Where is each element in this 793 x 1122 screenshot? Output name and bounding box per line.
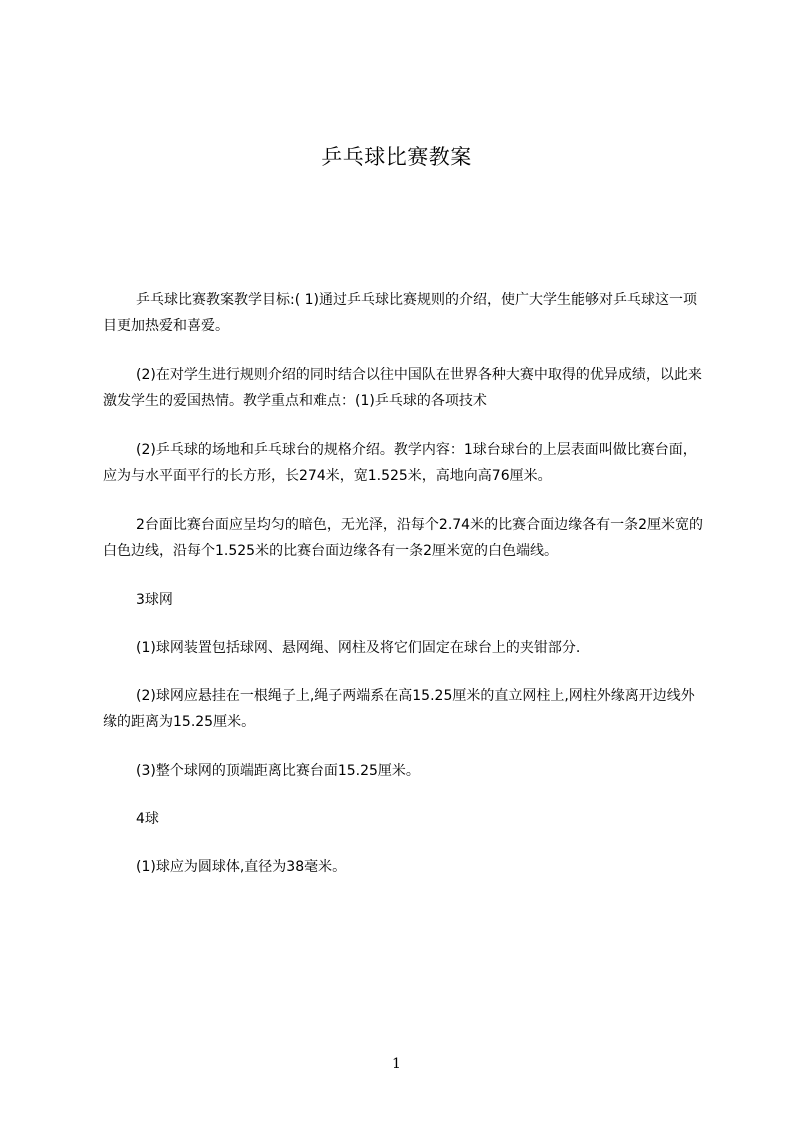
document-body [103,287,703,903]
paragraph-table-surface: 2台面比赛台面应呈均匀的暗色，无光泽，沿每个2.74米的比赛合面边缘各有一条2厘米宽的白色边线，沿每个1.525米的比赛台面边缘各有一条2厘米宽的白色端线。 [103,517,703,559]
paragraph-net-assembly: (1)球网装置包括球网、悬网绳、网柱及将它们固定在球台上的夹钳部分. [136,640,581,656]
paragraph-net-heading: 3球网 [136,592,173,608]
paragraph-ball-heading: 4球 [136,811,159,827]
paragraph-net-suspension: (2)球网应悬挂在一根绳子上,绳子两端系在高15.25厘米的直立网柱上,网柱外缘离开边线外缘的距离为15.25厘米。 [103,688,695,730]
paragraph-table-spec: (2)乒乓球的场地和乒乓球台的规格介绍。教学内容：1球台球台的上层表面叫做比赛台面，应为与水平面平行的长方形，长274米，宽1.525米，高地向高76厘米。 [103,442,697,484]
paragraph-patriotism: (2)在对学生进行规则介绍的同时结合以往中国队在世界各种大赛中取得的优异成绩，以此来激发学生的爱国热情。教学重点和难点：(1)乒乓球的各项技术 [103,367,702,409]
paragraph-objectives: 乒乓球比赛教案教学目标:( 1)通过乒乓球比赛规则的介绍，使广大学生能够对乒乓球这一项目更加热爱和喜爱。 [103,292,697,334]
paragraph-net-height: (3)整个球网的顶端距离比赛台面15.25厘米。 [136,763,420,779]
paragraph-ball-diameter: (1)球应为圆球体,直径为38毫米。 [136,859,347,875]
document-title: 乒乓球比赛教案 [321,145,472,169]
page-number: 1 [392,1056,401,1072]
